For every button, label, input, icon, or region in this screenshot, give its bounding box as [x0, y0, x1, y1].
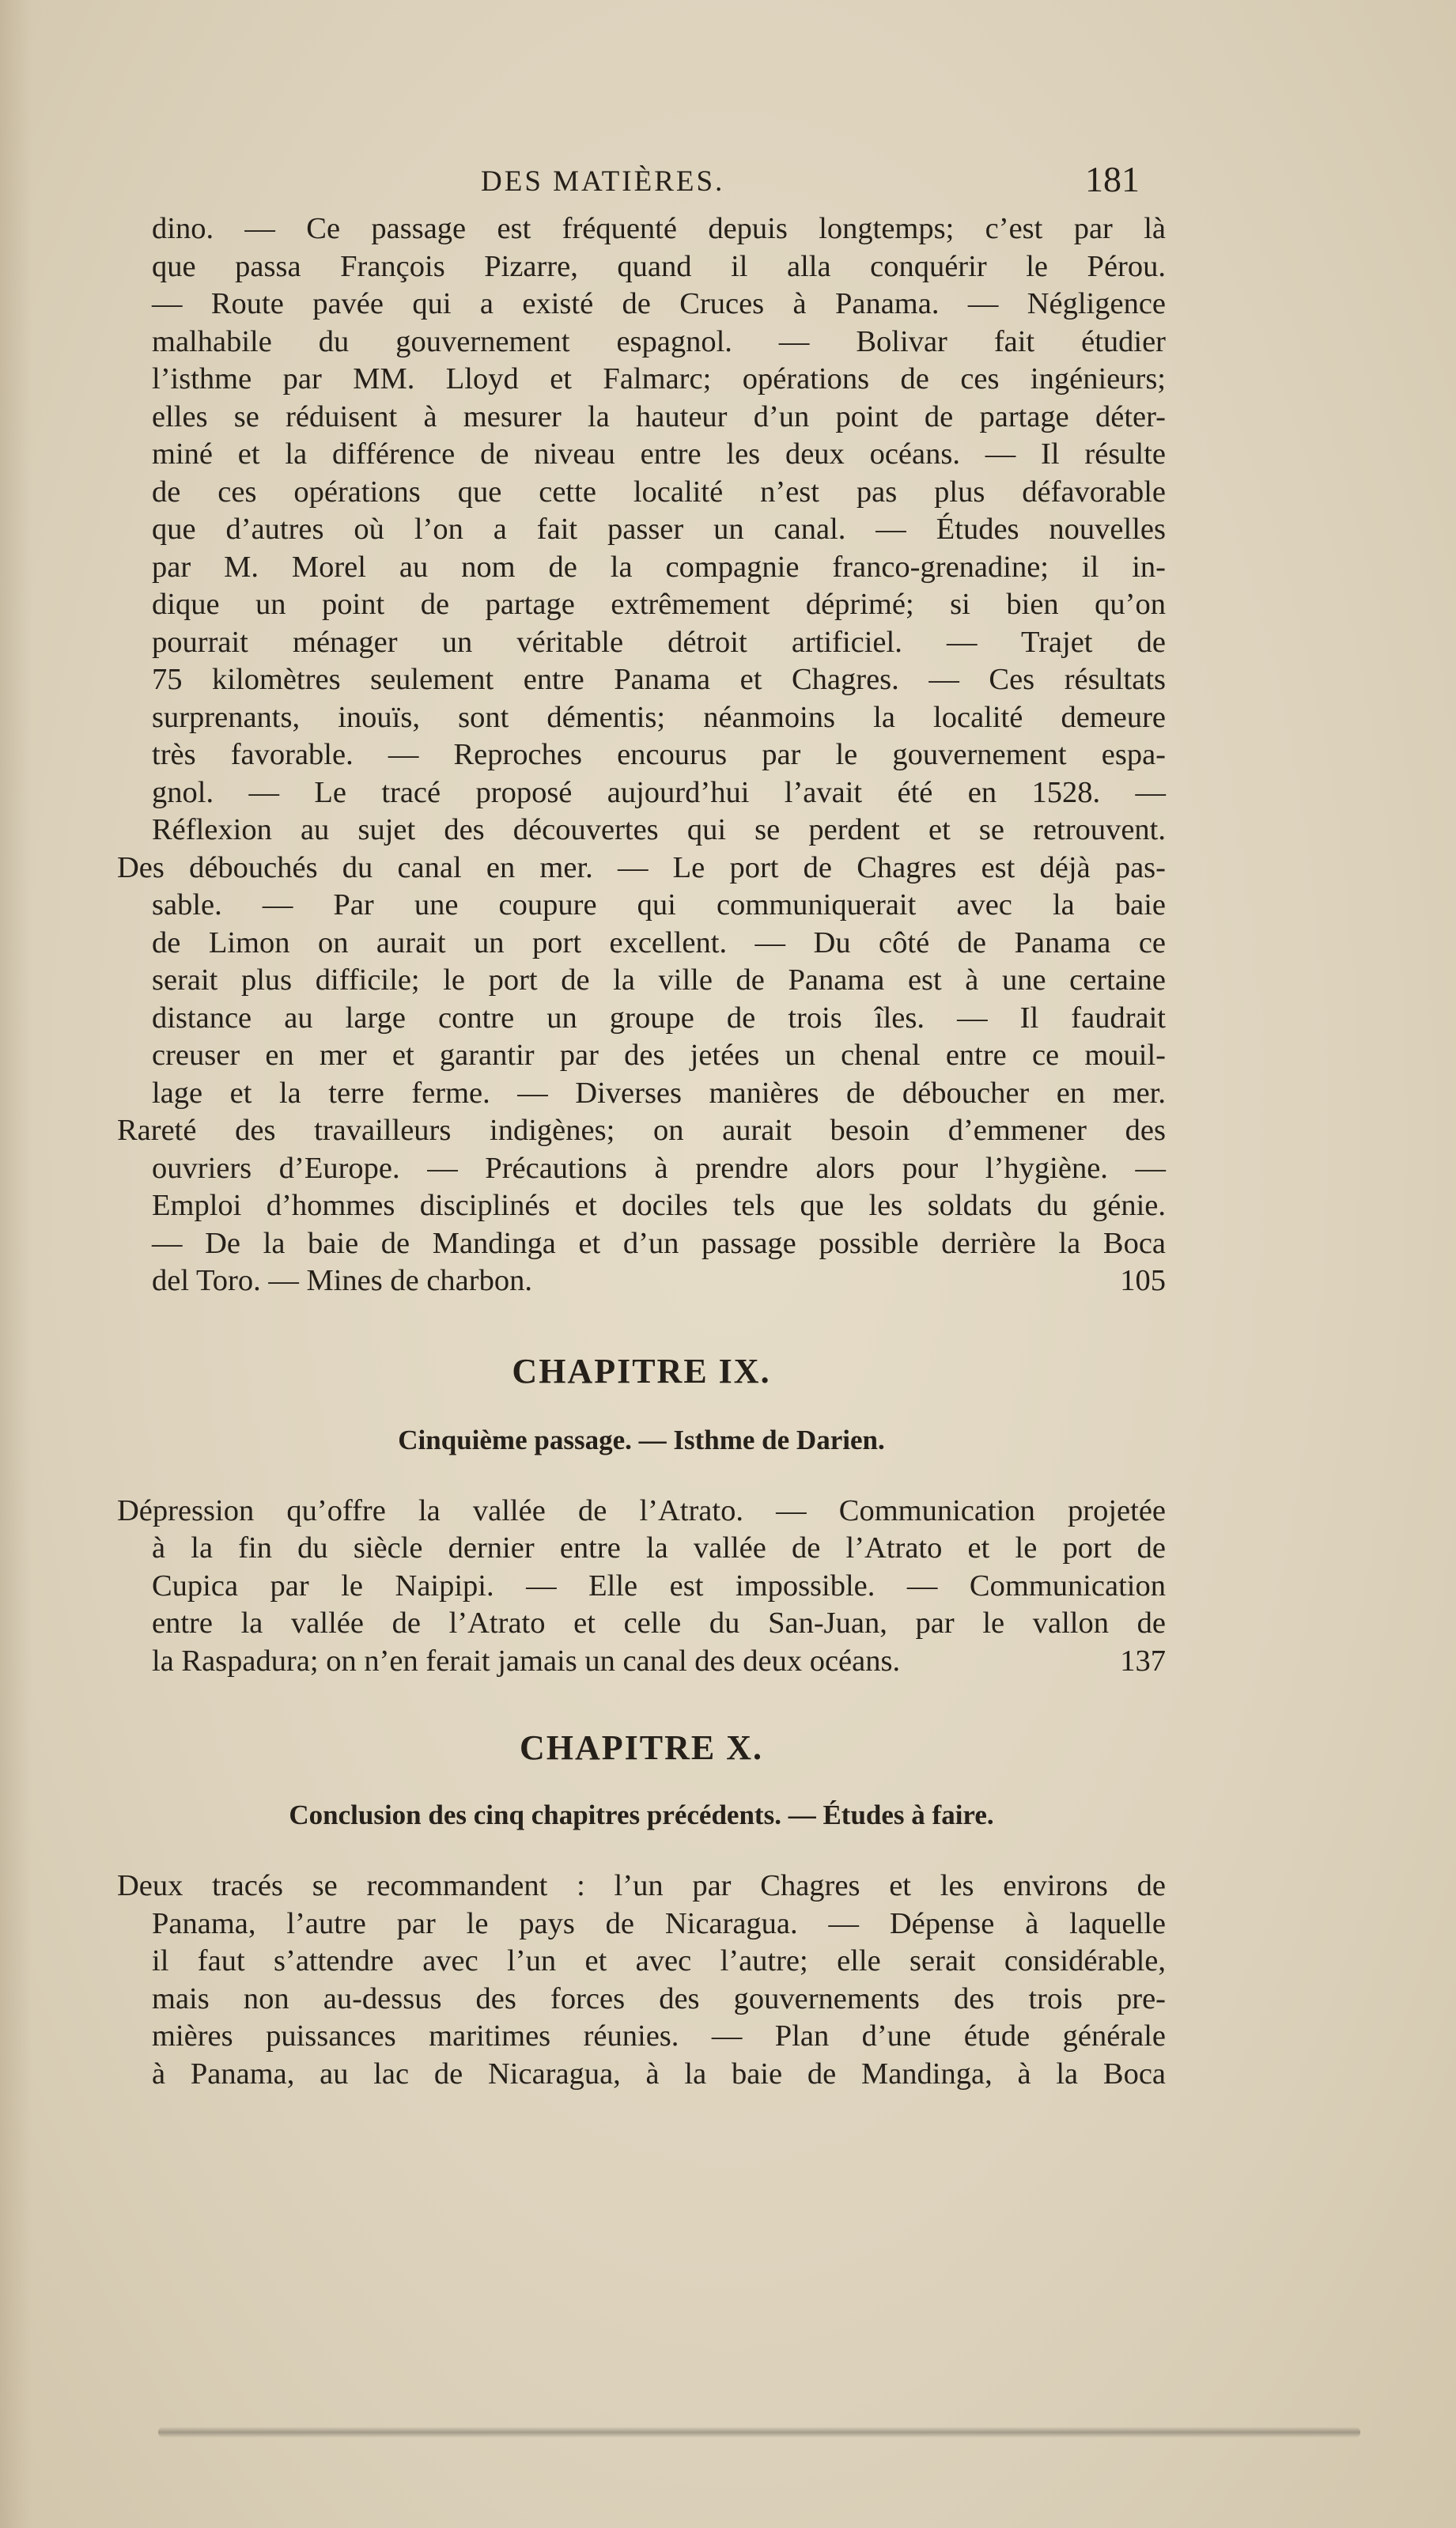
- text-line: elles se réduisent à mesurer la hauteur d’un point de partage déter-: [152, 399, 1166, 433]
- paragraph-debouches: [117, 850, 1166, 1113]
- final-line-with-page-ref: [117, 1262, 1166, 1300]
- running-head: DES MATIÈRES.: [481, 165, 725, 198]
- text-line: entre la vallée de l’Atrato et celle du San-Juan, par le vallon de: [152, 1606, 1166, 1640]
- text-line: gnol. — Le tracé proposé aujourd’hui l’avait été en 1528. —: [152, 775, 1166, 809]
- paragraph-atrato: [117, 1493, 1166, 1681]
- text-line: Réflexion au sujet des découvertes qui se perdent et se retrouvent.: [152, 813, 1166, 846]
- page-number: 181: [1085, 159, 1140, 199]
- text-line: que d’autres où l’on a fait passer un canal. — Études nouvelles: [152, 513, 1166, 546]
- text-line: malhabile du gouvernement espagnol. — Bolivar fait étudier: [152, 324, 1166, 358]
- paragraph-travailleurs: [117, 1112, 1166, 1300]
- text-line: ouvriers d’Europe. — Précautions à prendre alors pour l’hygiène. —: [152, 1151, 1166, 1185]
- page-reference: 137: [1120, 1644, 1166, 1678]
- paragraph-passage-continuation: [117, 210, 1166, 850]
- text-line: de Limon on aurait un port excellent. — Du côté de Panama ce: [152, 925, 1166, 959]
- text-line: dino. — Ce passage est fréquenté depuis longtemps; c’est par là: [152, 212, 1166, 245]
- text-line: 75 kilomètres seulement entre Panama et Chagres. — Ces résultats: [152, 663, 1166, 696]
- text-line: de ces opérations que cette localité n’est pas plus défavorable: [152, 475, 1166, 509]
- binding-shadow: [0, 0, 32, 2528]
- text-line: miné et la différence de niveau entre les deux océans. — Il résulte: [152, 437, 1166, 471]
- text-line: Cupica par le Naipipi. — Elle est impossible. — Communication: [152, 1569, 1166, 1603]
- text-line: serait plus difficile; le port de la ville de Panama est à une certaine: [152, 963, 1166, 997]
- text-line: la Raspadura; on n’en ferait jamais un canal des deux océans.: [152, 1644, 901, 1678]
- text-line: à Panama, au lac de Nicaragua, à la baie de Mandinga, à la Boca: [152, 2057, 1166, 2091]
- text-line: dique un point de partage extrêmement déprimé; si bien qu’on: [152, 588, 1166, 621]
- chapter-heading: CHAPITRE X.: [519, 1728, 764, 1767]
- page-reference: 105: [1120, 1264, 1166, 1297]
- text-line: mières puissances maritimes réunies. — Plan d’une étude générale: [152, 2019, 1166, 2053]
- paragraph-deux-traces: [117, 1868, 1166, 2093]
- text-line: del Toro. — Mines de charbon.: [152, 1264, 532, 1297]
- text-line: Emploi d’hommes disciplinés et dociles tels que les soldats du génie.: [152, 1189, 1166, 1222]
- text-line: Dépression qu’offre la vallée de l’Atrato. — Communication projetée: [117, 1493, 1166, 1527]
- text-line: à la fin du siècle dernier entre la vallée de l’Atrato et le port de: [152, 1531, 1166, 1565]
- text-line: il faut s’attendre avec l’un et avec l’autre; elle serait considérable,: [152, 1944, 1166, 1977]
- text-line: l’isthme par MM. Lloyd et Falmarc; opérations de ces ingénieurs;: [152, 362, 1166, 395]
- text-line: distance au large contre un groupe de trois îles. — Il faudrait: [152, 1001, 1166, 1035]
- text-line: que passa François Pizarre, quand il alla conquérir le Pérou.: [152, 249, 1166, 283]
- text-line: creuser en mer et garantir par des jetées un chenal entre ce mouil-: [152, 1039, 1166, 1072]
- text-line: pourrait ménager un véritable détroit artificiel. — Trajet de: [152, 625, 1166, 659]
- final-line-with-page-ref: [117, 1643, 1166, 1681]
- chapter-subtitle: Cinquième passage. — Isthme de Darien.: [398, 1424, 885, 1455]
- text-line: par M. Morel au nom de la compagnie franco-grenadine; il in-: [152, 550, 1166, 584]
- chapter-heading: CHAPITRE IX.: [512, 1351, 771, 1391]
- text-line: — Route pavée qui a existé de Cruces à Panama. — Négligence: [152, 287, 1166, 320]
- text-line: surprenants, inouïs, sont démentis; néanmoins la localité demeure: [152, 700, 1166, 734]
- text-line: très favorable. — Reproches encourus par le gouvernement espa-: [152, 738, 1166, 771]
- text-line: Panama, l’autre par le pays de Nicaragua. — Dépense à laquelle: [152, 1906, 1166, 1940]
- text-block: [117, 210, 1166, 2093]
- chapter-subtitle: Conclusion des cinq chapitres précédents. — Études à faire.: [289, 1799, 994, 1830]
- text-line: mais non au-dessus des forces des gouvernements des trois pre-: [152, 1981, 1166, 2015]
- text-line: Des débouchés du canal en mer. — Le port de Chagres est déjà pas-: [117, 850, 1166, 884]
- page-bottom-edge: [158, 2427, 1360, 2438]
- text-line: — De la baie de Mandinga et d’un passage possible derrière la Boca: [152, 1226, 1166, 1260]
- text-line: lage et la terre ferme. — Diverses manières de déboucher en mer.: [152, 1076, 1166, 1110]
- text-line: sable. — Par une coupure qui communiquerait avec la baie: [152, 888, 1166, 922]
- text-line: Deux tracés se recommandent : l’un par Chagres et les environs de: [117, 1869, 1166, 1902]
- text-line: Rareté des travailleurs indigènes; on aurait besoin d’emmener des: [117, 1114, 1166, 1147]
